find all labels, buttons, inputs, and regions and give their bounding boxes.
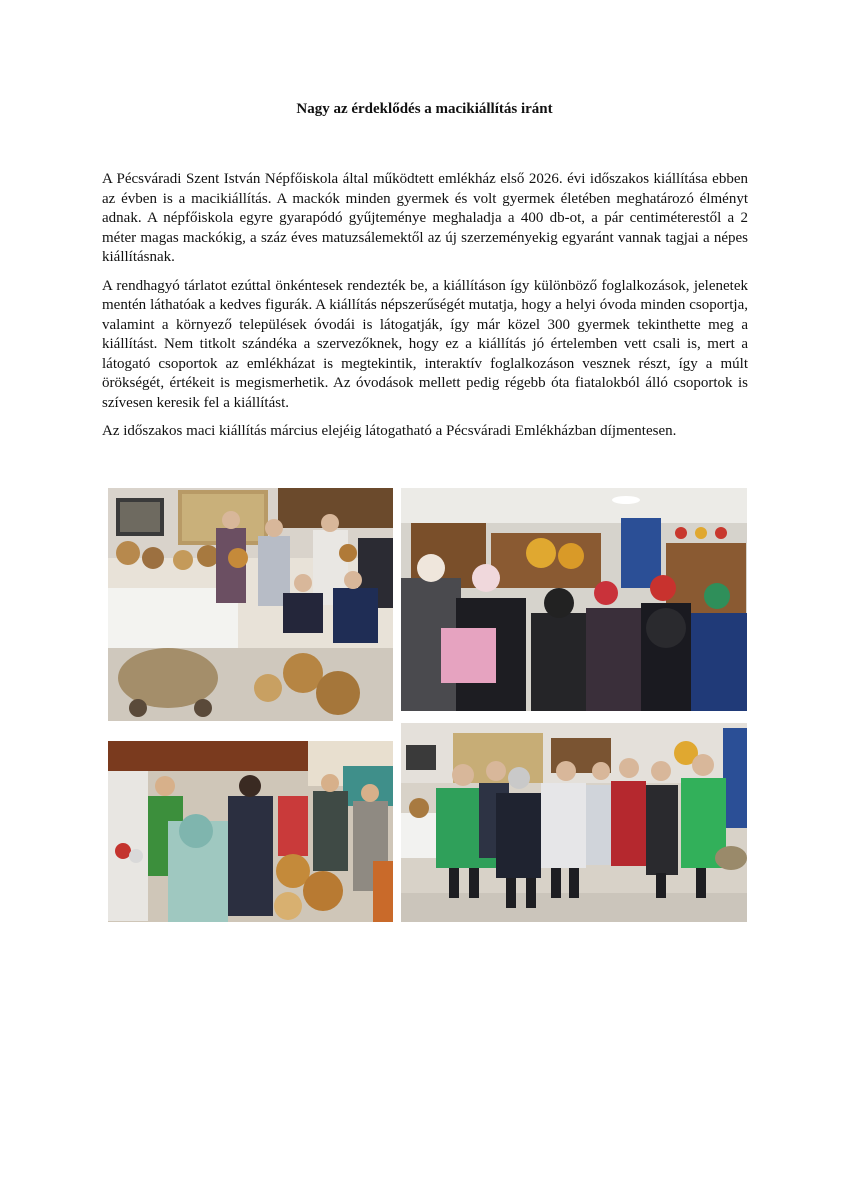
document-title: Nagy az érdeklődés a macikiállítás iránt (296, 101, 553, 117)
photo-children-visiting-exhibition (401, 488, 747, 711)
photo-children-outdoor-display (108, 741, 393, 922)
paragraph-3: Az időszakos maci kiállítás március elejéig látogatható a Pécsváradi Emlékházban díjmentesen. (102, 423, 677, 439)
paragraph-1: A Pécsváradi Szent István Népfőiskola által működtett emlékház első 2026. évi időszakos kiállítása ebben az évben is a macikiállítás. A mackók minden gyermek és volt gyermek életében meghatározó élményt adnak. A népfőiskola egyre gyarapódó gyűjteménye meghaladja a 400 db-ot, a pár centiméterestől a 2 méter magas mackókig, a száz éves matuzsálemektől az új szerzeményekig egyaránt vannak tagjai a népes kiállításnak. (102, 171, 748, 265)
paragraph-2: A rendhagyó tárlatot ezúttal önkéntesek rendezték be, a kiállításon így különböző foglalkozások, jelenetek mentén láthatóak a kedves figurák. A kiállítás népszerűségét mutatja, hogy a helyi óvoda minden csoportja, valamint a környező települések óvodái is látogatják, így már közel 300 gyermek tekinthette meg a kiállítást. Nem titkolt szándéka a szervezőknek, hogy ez a kiállítás jó értelemben vett csali is, mert a látogató csoportok az emlékházat is megtekintik, interaktív foglalkozáson vesznek részt, így a múlt örökségét, értékeit is megismerhetik. Az óvodások mellett pedig régebb óta fiatalokból álló csoportok is szívesen keresik fel a kiállítást. (102, 277, 748, 411)
photo-senior-group-visit (401, 723, 747, 922)
photo-women-with-teddy-bears (108, 488, 393, 721)
article-body (102, 170, 748, 451)
